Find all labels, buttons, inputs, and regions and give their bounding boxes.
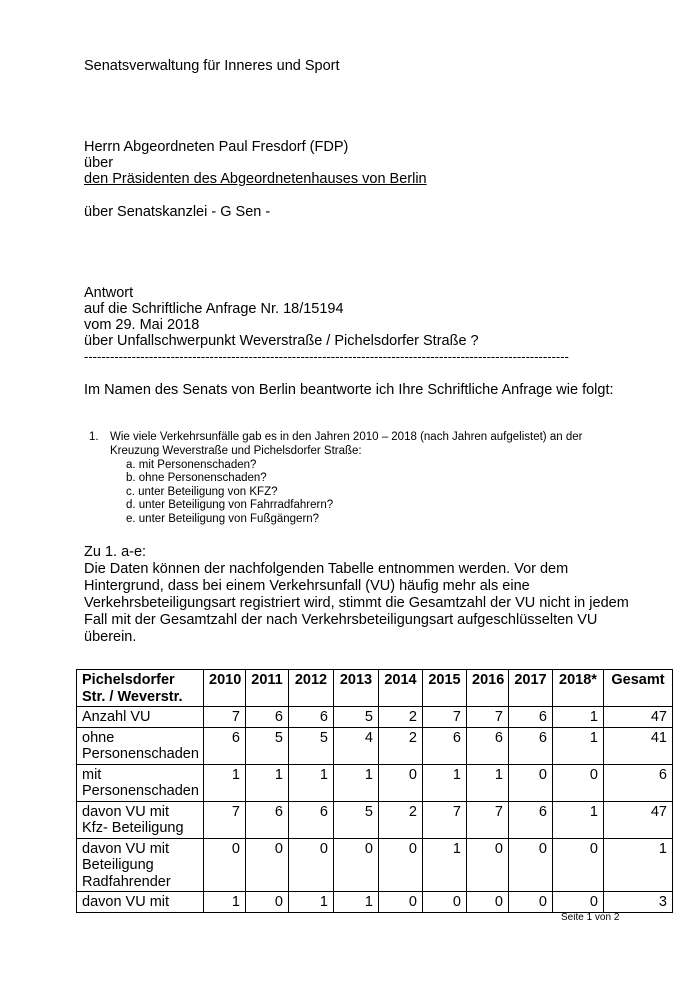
table-row <box>77 801 673 838</box>
ministry-header: Senatsverwaltung für Inneres und Sport <box>84 58 340 74</box>
table-row <box>77 707 673 728</box>
column-header: 2016 <box>467 670 509 707</box>
table-cell: 2 <box>379 707 423 728</box>
table-cell: 6 <box>246 707 289 728</box>
answer-line-4: Fall mit der Gesamtzahl der nach Verkehrsbeteiligungsart aufgeschlüsselten VU <box>84 612 598 628</box>
table-cell: 3 <box>604 892 673 913</box>
table-cell: 2 <box>379 727 423 764</box>
table-corner-header: Pichelsdorfer Str. / Weverstr. <box>77 670 204 707</box>
table-row <box>77 764 673 801</box>
table-cell: 1 <box>604 838 673 892</box>
table-cell: 1 <box>289 764 334 801</box>
table-header-row <box>77 670 673 707</box>
table-cell: 0 <box>204 838 246 892</box>
answer-heading: Zu 1. a-e: <box>84 544 147 560</box>
table-cell: 5 <box>289 727 334 764</box>
question-item-e: e. unter Beteiligung von Fußgängern? <box>126 513 320 525</box>
table-cell: 0 <box>379 764 423 801</box>
subject-line-1: Antwort <box>84 285 134 301</box>
table-cell: 4 <box>334 727 379 764</box>
table-row <box>77 892 673 913</box>
table-cell: 7 <box>467 707 509 728</box>
table-cell: 1 <box>334 764 379 801</box>
table-cell: 7 <box>467 801 509 838</box>
table-cell: 0 <box>423 892 467 913</box>
table-cell: 2 <box>379 801 423 838</box>
table-cell: 6 <box>204 727 246 764</box>
table-cell: 6 <box>509 727 553 764</box>
row-label: davon VU mit Kfz- Beteiligung <box>77 801 204 838</box>
column-header: 2014 <box>379 670 423 707</box>
table-cell: 5 <box>334 707 379 728</box>
table-cell: 0 <box>553 764 604 801</box>
table-cell: 0 <box>509 764 553 801</box>
table-cell: 1 <box>423 838 467 892</box>
table-cell: 0 <box>509 838 553 892</box>
question-line-1: Wie viele Verkehrsunfälle gab es in den Jahren 2010 – 2018 (nach Jahren aufgelistet) an der <box>110 431 583 443</box>
table-cell: 0 <box>509 892 553 913</box>
table-cell: 1 <box>204 892 246 913</box>
column-header: 2015 <box>423 670 467 707</box>
table-cell: 5 <box>334 801 379 838</box>
separator-line: ---------------------------------------------------------------------------------------------------------------- <box>84 350 569 364</box>
table-cell: 6 <box>467 727 509 764</box>
question-item-a: a. mit Personenschaden? <box>126 459 257 471</box>
column-header: 2013 <box>334 670 379 707</box>
table-cell: 7 <box>204 707 246 728</box>
table-cell: 0 <box>379 838 423 892</box>
column-header: 2010 <box>204 670 246 707</box>
question-number: 1. <box>89 431 99 443</box>
table-cell: 0 <box>553 892 604 913</box>
table-row <box>77 838 673 892</box>
table-cell: 0 <box>246 892 289 913</box>
table-cell: 0 <box>467 892 509 913</box>
subject-line-3: vom 29. Mai 2018 <box>84 317 200 333</box>
table-cell: 0 <box>553 838 604 892</box>
table-cell: 7 <box>204 801 246 838</box>
column-header: 2017 <box>509 670 553 707</box>
table-cell: 41 <box>604 727 673 764</box>
answer-line-5: überein. <box>84 629 137 645</box>
table-cell: 5 <box>246 727 289 764</box>
row-label: davon VU mit Beteiligung Radfahrender <box>77 838 204 892</box>
table-cell: 6 <box>509 801 553 838</box>
row-label: davon VU mit <box>77 892 204 913</box>
table-cell: 1 <box>289 892 334 913</box>
table-cell: 6 <box>604 764 673 801</box>
table-cell: 1 <box>423 764 467 801</box>
answer-line-2: Hintergrund, dass bei einem Verkehrsunfall (VU) häufig mehr als eine <box>84 578 530 594</box>
answer-line-3: Verkehrsbeteiligungsart registriert wird, stimmt die Gesamtzahl der VU nicht in jedem <box>84 595 629 611</box>
subject-line-4: über Unfallschwerpunkt Weverstraße / Pichelsdorfer Straße ? <box>84 333 479 349</box>
column-header: 2011 <box>246 670 289 707</box>
address-line-1: Herrn Abgeordneten Paul Fresdorf (FDP) <box>84 139 349 155</box>
column-header: 2018* <box>553 670 604 707</box>
table-cell: 6 <box>246 801 289 838</box>
table-cell: 1 <box>334 892 379 913</box>
table-cell: 7 <box>423 801 467 838</box>
table-cell: 0 <box>334 838 379 892</box>
subject-line-2: auf die Schriftliche Anfrage Nr. 18/15194 <box>84 301 344 317</box>
row-label: mit Personenschaden <box>77 764 204 801</box>
question-item-d: d. unter Beteiligung von Fahrradfahrern? <box>126 499 334 511</box>
address-line-3: den Präsidenten des Abgeordnetenhauses von Berlin <box>84 171 427 187</box>
table-cell: 0 <box>289 838 334 892</box>
table-cell: 0 <box>246 838 289 892</box>
table-cell: 1 <box>246 764 289 801</box>
question-item-c: c. unter Beteiligung von KFZ? <box>126 486 278 498</box>
answer-line-1: Die Daten können der nachfolgenden Tabelle entnommen werden. Vor dem <box>84 561 569 577</box>
page-number: Seite 1 von 2 <box>561 912 620 923</box>
accident-table <box>76 669 673 913</box>
question-item-b: b. ohne Personenschaden? <box>126 472 267 484</box>
table-cell: 47 <box>604 801 673 838</box>
table-cell: 1 <box>467 764 509 801</box>
table-cell: 47 <box>604 707 673 728</box>
table-cell: 0 <box>379 892 423 913</box>
address-line-4: über Senatskanzlei - G Sen - <box>84 204 271 220</box>
table-cell: 1 <box>553 727 604 764</box>
intro-text: Im Namen des Senats von Berlin beantworte ich Ihre Schriftliche Anfrage wie folgt: <box>84 382 614 398</box>
table-cell: 0 <box>467 838 509 892</box>
table-cell: 6 <box>289 707 334 728</box>
table-cell: 7 <box>423 707 467 728</box>
table-cell: 1 <box>553 707 604 728</box>
row-label: ohne Personenschaden <box>77 727 204 764</box>
table-cell: 6 <box>423 727 467 764</box>
table-cell: 1 <box>553 801 604 838</box>
table-cell: 1 <box>204 764 246 801</box>
question-line-2: Kreuzung Weverstraße und Pichelsdorfer Straße: <box>110 445 362 457</box>
row-label: Anzahl VU <box>77 707 204 728</box>
table-cell: 6 <box>509 707 553 728</box>
table-cell: 6 <box>289 801 334 838</box>
table-row <box>77 727 673 764</box>
column-header: 2012 <box>289 670 334 707</box>
address-line-2: über <box>84 155 114 171</box>
column-header: Gesamt <box>604 670 673 707</box>
